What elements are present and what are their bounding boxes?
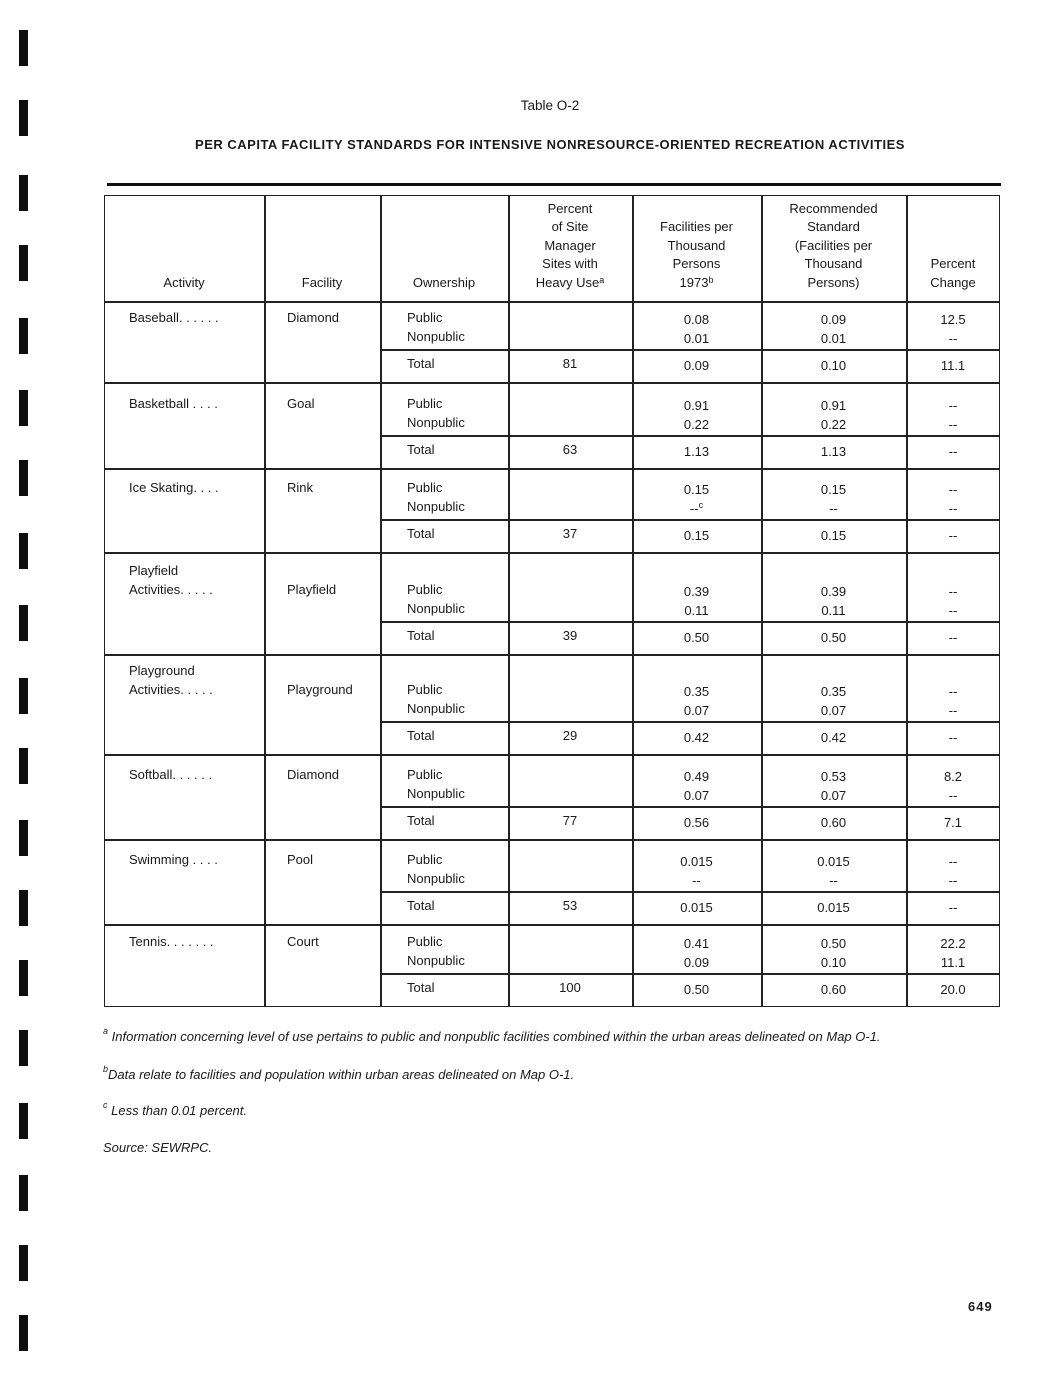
ownership-total: Total xyxy=(407,356,435,371)
ownership-nonpublic: Nonpublic xyxy=(407,601,465,616)
header-heavy-use: Percent of Site Manager Sites with Heavy Use$^a$ xyxy=(535,200,605,290)
nonpublic-value: 0.07 xyxy=(683,788,710,803)
activity-label: Playground xyxy=(129,663,195,678)
nonpublic-value: -- xyxy=(948,501,958,516)
facility-label: Rink xyxy=(287,480,314,495)
total-value: -- xyxy=(948,528,958,543)
header-percent-change: Percent Change xyxy=(930,256,976,290)
total-value: 0.10 xyxy=(820,358,847,373)
heavy-use-value: 63 xyxy=(562,442,578,457)
nonpublic-value: 0.22 xyxy=(820,417,847,432)
total-value: -- xyxy=(948,630,958,645)
public-value: 0.50 xyxy=(820,936,847,951)
total-row-divider xyxy=(380,721,1000,723)
activity-label: Activities. . . . . xyxy=(129,682,213,697)
ownership-total: Total xyxy=(407,526,435,541)
ownership-public: Public xyxy=(407,396,443,411)
row-group-divider xyxy=(104,839,1000,841)
public-value: -- xyxy=(948,482,958,497)
activity-label: Baseball. . . . . . xyxy=(129,310,219,325)
footnote-b: $^b$Data relate to facilities and population within urban areas delineated on Map O-1. xyxy=(103,1064,575,1082)
heavy-use-value: 37 xyxy=(562,526,578,541)
nonpublic-value: -- xyxy=(948,703,958,718)
binder-mark xyxy=(19,1175,28,1211)
activity-label: Swimming . . . . xyxy=(129,852,218,867)
ownership-total: Total xyxy=(407,813,435,828)
row-group-divider xyxy=(104,654,1000,656)
ownership-public: Public xyxy=(407,767,443,782)
column-divider xyxy=(508,195,510,1006)
nonpublic-value: -- xyxy=(829,873,838,888)
ownership-nonpublic: Nonpublic xyxy=(407,499,465,514)
ownership-public: Public xyxy=(407,934,443,949)
row-group-divider xyxy=(104,468,1000,470)
total-value: 0.42 xyxy=(683,730,710,745)
ownership-nonpublic: Nonpublic xyxy=(407,415,465,430)
public-value: -- xyxy=(948,854,958,869)
binder-mark xyxy=(19,533,28,569)
nonpublic-value: --$^c$ xyxy=(689,500,704,516)
nonpublic-value: -- xyxy=(948,603,958,618)
binder-mark xyxy=(19,245,28,281)
public-value: 8.2 xyxy=(943,769,963,784)
activity-label: Activities. . . . . xyxy=(129,582,213,597)
nonpublic-value: -- xyxy=(948,873,958,888)
binder-mark xyxy=(19,820,28,856)
facility-label: Diamond xyxy=(287,767,340,782)
nonpublic-value: 0.11 xyxy=(821,603,846,618)
total-row-divider xyxy=(380,891,1000,893)
ownership-public: Public xyxy=(407,682,443,697)
row-group-divider xyxy=(104,754,1000,756)
binder-mark xyxy=(19,1030,28,1066)
ownership-total: Total xyxy=(407,628,435,643)
ownership-nonpublic: Nonpublic xyxy=(407,871,465,886)
public-value: 0.015 xyxy=(817,854,850,869)
total-value: 0.56 xyxy=(683,815,710,830)
nonpublic-value: 0.11 xyxy=(684,603,709,618)
total-value: 11.1 xyxy=(940,358,966,373)
total-row-divider xyxy=(380,621,1000,623)
public-value: -- xyxy=(948,584,958,599)
table-number: Table O-2 xyxy=(520,98,580,113)
total-row-divider xyxy=(380,806,1000,808)
public-value: 0.08 xyxy=(683,312,710,327)
heavy-use-value: 81 xyxy=(562,356,578,371)
ownership-nonpublic: Nonpublic xyxy=(407,329,465,344)
nonpublic-value: 0.22 xyxy=(683,417,710,432)
total-value: 0.09 xyxy=(683,358,710,373)
public-value: 0.39 xyxy=(820,584,847,599)
facility-label: Diamond xyxy=(287,310,340,325)
source-note: Source: SEWRPC. xyxy=(103,1140,213,1155)
column-divider xyxy=(380,195,382,1006)
nonpublic-value: 0.07 xyxy=(820,703,847,718)
total-row-divider xyxy=(380,519,1000,521)
public-value: 0.91 xyxy=(820,398,847,413)
public-value: 0.41 xyxy=(683,936,710,951)
facility-label: Goal xyxy=(287,396,315,411)
facility-label: Court xyxy=(287,934,319,949)
total-row-divider xyxy=(380,435,1000,437)
footnote-c: $^c$ Less than 0.01 percent. xyxy=(103,1100,247,1118)
binder-mark xyxy=(19,1245,28,1281)
ownership-public: Public xyxy=(407,852,443,867)
row-group-divider xyxy=(104,552,1000,554)
nonpublic-value: 0.09 xyxy=(683,955,710,970)
header-facilities-per-thousand: Facilities per Thousand Persons 1973$^b$ xyxy=(660,219,733,290)
total-value: 0.60 xyxy=(820,815,847,830)
binder-mark xyxy=(19,175,28,211)
heavy-use-value: 53 xyxy=(562,898,578,913)
activity-label: Tennis. . . . . . . xyxy=(129,934,214,949)
footnote-a: $^a$ Information concerning level of use pertains to public and nonpublic facilities combined within the urban areas delineated on Map O-1. xyxy=(103,1026,881,1044)
column-divider xyxy=(264,195,266,1006)
heavy-use-value: 77 xyxy=(562,813,578,828)
public-value: 0.91 xyxy=(683,398,710,413)
header-recommended-standard: Recommended Standard (Facilities per Thousand Persons) xyxy=(789,200,878,290)
ownership-total: Total xyxy=(407,442,435,457)
public-value: 22.2 xyxy=(940,936,966,951)
total-value: 20.0 xyxy=(940,982,966,997)
public-value: 0.15 xyxy=(820,482,847,497)
binder-mark xyxy=(19,1315,28,1351)
total-value: 0.015 xyxy=(817,900,850,915)
public-value: -- xyxy=(948,684,958,699)
total-value: 0.60 xyxy=(820,982,847,997)
facility-label: Playground xyxy=(287,682,353,697)
nonpublic-value: 0.01 xyxy=(820,331,847,346)
public-value: 0.49 xyxy=(683,769,710,784)
total-value: 0.42 xyxy=(820,730,847,745)
total-row-divider xyxy=(380,349,1000,351)
nonpublic-value: 11.1 xyxy=(940,955,966,970)
total-value: -- xyxy=(948,900,958,915)
activity-label: Softball. . . . . . xyxy=(129,767,213,782)
nonpublic-value: 0.07 xyxy=(683,703,710,718)
total-value: 0.50 xyxy=(683,630,710,645)
total-value: -- xyxy=(948,444,958,459)
total-value: 1.13 xyxy=(683,444,710,459)
public-value: -- xyxy=(948,398,958,413)
total-value: 1.13 xyxy=(820,444,847,459)
ownership-nonpublic: Nonpublic xyxy=(407,786,465,801)
total-row-divider xyxy=(380,973,1000,975)
total-value: 7.1 xyxy=(943,815,963,830)
facility-label: Playfield xyxy=(287,582,337,597)
nonpublic-value: -- xyxy=(692,873,701,888)
public-value: 0.015 xyxy=(680,854,713,869)
row-group-divider xyxy=(104,382,1000,384)
activity-label: Ice Skating. . . . xyxy=(129,480,219,495)
header-facility: Facility xyxy=(301,274,343,290)
heavy-use-value: 100 xyxy=(559,980,581,995)
nonpublic-value: -- xyxy=(948,788,958,803)
total-value: 0.50 xyxy=(820,630,847,645)
total-value: 0.015 xyxy=(680,900,713,915)
public-value: 0.15 xyxy=(683,482,710,497)
binder-mark xyxy=(19,678,28,714)
ownership-total: Total xyxy=(407,728,435,743)
ownership-public: Public xyxy=(407,480,443,495)
nonpublic-value: -- xyxy=(948,417,958,432)
row-group-divider xyxy=(104,924,1000,926)
public-value: 0.09 xyxy=(820,312,847,327)
public-value: 0.53 xyxy=(820,769,847,784)
nonpublic-value: 0.01 xyxy=(683,331,710,346)
title-rule xyxy=(107,183,1001,186)
ownership-public: Public xyxy=(407,310,443,325)
total-value: -- xyxy=(948,730,958,745)
ownership-public: Public xyxy=(407,582,443,597)
binder-mark xyxy=(19,460,28,496)
page-number: 649 xyxy=(968,1299,993,1314)
public-value: 12.5 xyxy=(940,312,966,327)
ownership-total: Total xyxy=(407,980,435,995)
ownership-nonpublic: Nonpublic xyxy=(407,953,465,968)
nonpublic-value: -- xyxy=(829,501,838,516)
activity-label: Basketball . . . . xyxy=(129,396,218,411)
binder-mark xyxy=(19,960,28,996)
binder-mark xyxy=(19,1103,28,1139)
activity-label: Playfield xyxy=(129,563,179,578)
header-divider xyxy=(104,301,1000,303)
nonpublic-value: 0.10 xyxy=(820,955,847,970)
binder-mark xyxy=(19,30,28,66)
binder-mark xyxy=(19,890,28,926)
public-value: 0.35 xyxy=(683,684,710,699)
ownership-nonpublic: Nonpublic xyxy=(407,701,465,716)
total-value: 0.50 xyxy=(683,982,710,997)
public-value: 0.35 xyxy=(820,684,847,699)
heavy-use-value: 39 xyxy=(562,628,578,643)
total-value: 0.15 xyxy=(683,528,710,543)
heavy-use-value: 29 xyxy=(562,728,578,743)
total-value: 0.15 xyxy=(820,528,847,543)
nonpublic-value: -- xyxy=(948,331,958,346)
binder-mark xyxy=(19,605,28,641)
ownership-total: Total xyxy=(407,898,435,913)
nonpublic-value: 0.07 xyxy=(820,788,847,803)
header-ownership: Ownership xyxy=(412,274,476,290)
facility-label: Pool xyxy=(287,852,314,867)
binder-mark xyxy=(19,748,28,784)
header-activity: Activity xyxy=(163,274,205,290)
public-value: 0.39 xyxy=(683,584,710,599)
binder-mark xyxy=(19,390,28,426)
binder-mark xyxy=(19,318,28,354)
table-title: PER CAPITA FACILITY STANDARDS FOR INTENSIVE NONRESOURCE-ORIENTED RECREATION ACTIVITIES xyxy=(195,137,905,152)
